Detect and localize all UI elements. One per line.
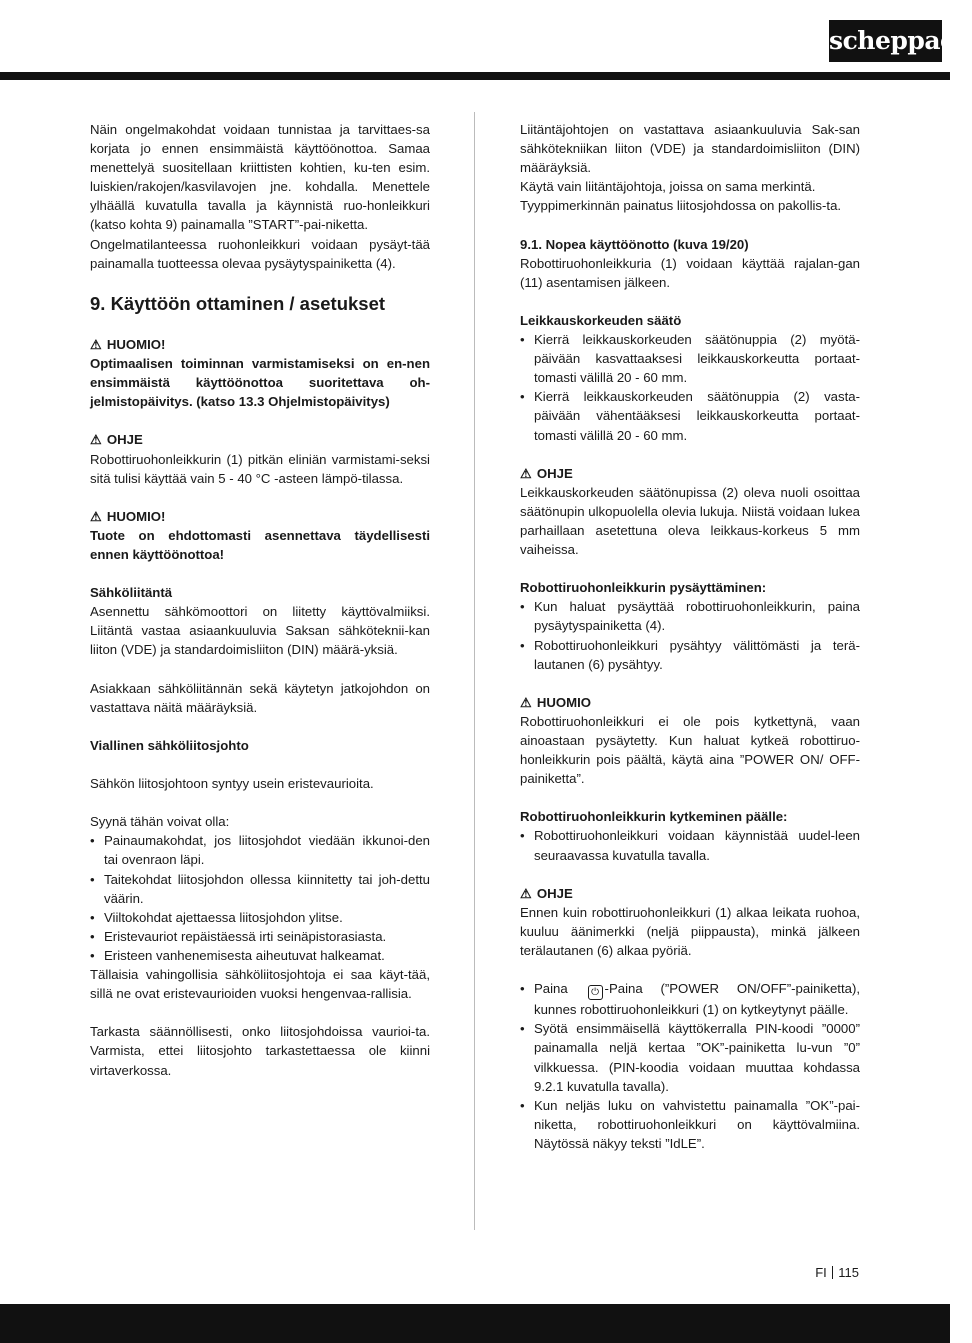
note-text: Leikkauskorkeuden säätönupissa (2) oleva nuoli osoittaa säätönupin ulkopuolella olevia lukuja. Niistä voidaan lukea parhaillaan asetettuna oleva leikkaus-korkeus 5 mm vaiheissa. [520, 484, 860, 558]
bullet-list [90, 831, 430, 965]
list-item: • Paina ⏻ -Paina (”POWER ON/OFF”-painiketta), kunnes robottiruohonleikkuri (1) on kytkeytynyt päälle. [520, 979, 860, 1019]
note-heading: ⚠ OHJE [520, 465, 573, 481]
bullet-list [520, 597, 860, 673]
language-code: FI [815, 1265, 827, 1280]
list-item: • Kun neljäs luku on vahvistettu painamalla ”OK”-pai-niketta, robottiruohonleikkuri on käyttövalmiina. Näytössä näkyy teksti ”IdLE”. [520, 1096, 860, 1153]
subheading: Robottiruohonleikkurin pysäyttäminen: [520, 580, 767, 596]
subheading: Viallinen sähköliitosjohto [90, 737, 249, 753]
note-heading: ⚠ OHJE [90, 432, 143, 448]
subheading: 9.1. Nopea käyttöönotto (kuva 19/20) [520, 236, 749, 252]
note-text: Ennen kuin robottiruohonleikkuri (1) alkaa leikata ruohoa, kuuluu äänimerkki (neljä piippausta), minkä jälkeen terälautanen (6) alkaa pyöriä. [520, 904, 860, 959]
bullet-list [520, 979, 860, 1153]
list-item: • Robottiruohonleikkuri pysähtyy välittömästi ja terä-lautanen (6) pysähtyy. [520, 636, 860, 674]
list-item: • Painaumakohdat, jos liitosjohdot viedään ikkunoi-den tai ovenraon läpi. [90, 831, 430, 869]
list-item: • Kierrä leikkauskorkeuden säätönuppia (2) vasta-päivään vähentääksesi leikkauskorkeutta portaat-tomasti välillä 20 - 60 mm. [520, 387, 860, 444]
list-item: • Viiltokohdat ajettaessa liitosjohdon ylitse. [90, 908, 430, 927]
note-text: Robottiruohonleikkurin (1) pitkän eliniän varmistami-seksi sitä tulisi käyttää vain 5 - 40 °C -asteen lämpö-tilassa. [90, 451, 430, 486]
header-bar [0, 72, 950, 80]
column-divider [474, 112, 475, 1230]
warning-text: Robottiruohonleikkuri ei ole pois kytkettynä, vaan ainoastaan pysäytetty. Kun haluat kytkeä robottiruo-honleikkurin pois päältä, käytä aina ”POWER ON/ OFF-painiketta”. [520, 713, 860, 787]
footer-bar [0, 1304, 950, 1343]
paragraph: Liitäntäjohtojen on vastattava asiaankuuluvia Sak-san sähkötekniikan liiton (VDE) ja standardoimisliiton (DIN) määräyksiä. [520, 122, 860, 176]
list-item: • Robottiruohonleikkuri voidaan käynnistää uudel-leen seuraavassa kuvatulla tavalla. [520, 826, 860, 864]
list-item: • Eristeen vanhenemisesta aiheutuvat halkeamat. [90, 946, 430, 965]
warning-heading: ⚠ HUOMIO! [90, 508, 166, 524]
paragraph: Tyyppimerkinnän painatus liitosjohdossa on pakollis-ta. [520, 198, 842, 214]
warning-text: Optimaalisen toiminnan varmistamiseksi on en-nen ensimmäistä käyttöönottoa suoritettava oh-jelmistopäivitys. (katso 13.3 Ohjelmistopäivitys) [90, 356, 430, 410]
paragraph: Tällaisia vahingollisia sähköliitosjohtoja ei saa käyt-tää, sillä ne ovat eristevaurioiden vuoksi hengenvaa-rallisia. [90, 967, 430, 1002]
list-item: • Kierrä leikkauskorkeuden säätönuppia (2) myötä-päivään kasvattaaksesi leikkauskorkeutta portaat-tomasti välillä 20 - 60 mm. [520, 330, 860, 387]
list-item: • Syötä ensimmäisellä käyttökerralla PIN-koodi ”0000” painamalla neljä kertaa ”OK”-painiketta lu-vun ”0” vilkkuessa. (PIN-koodia voidaan muuttaa kohdassa 9.2.1 kuvatulla tavalla). [520, 1019, 860, 1095]
paragraph: Robottiruohonleikkuria (1) voidaan käyttää rajalan-gan (11) asentamisen jälkeen. [520, 255, 860, 290]
list-item: • Taitekohdat liitosjohdon ollessa kiinnitetty tai joh-dettu väärin. [90, 870, 430, 908]
warning-heading: ⚠ HUOMIO! [90, 336, 166, 352]
page-number-value: 115 [838, 1265, 859, 1280]
right-column [520, 120, 860, 1153]
list-item: • Kun haluat pysäyttää robottiruohonleikkurin, paina pysäytyspainiketta (4). [520, 597, 860, 635]
warning-icon: ⚠ [90, 508, 102, 524]
paragraph: Sähkön liitosjohtoon syntyy usein eristevaurioita. [90, 776, 374, 792]
note-heading: ⚠ OHJE [520, 885, 573, 901]
page-number [815, 1265, 859, 1280]
paragraph: Näin ongelmakohdat voidaan tunnistaa ja tarvittaes-sa korjata jo ennen ensimmäistä käyttöönottoa. Samaa menettelyä suositellaan kriittisten kohtien, ku-ten esim. luiskien/rakojen/kasvilavojen jne. kohdalla. Menettele ylhäällä kuvatulla tavalla ja käynnistä ruo-honleikkuri (katso kohta 9) painamalla ”START”-pai-niketta. [90, 122, 430, 233]
subheading: Sähköliitäntä [90, 585, 173, 601]
subheading: Leikkauskorkeuden säätö [520, 312, 682, 328]
paragraph: Asennettu sähkömoottori on liitetty käyttövalmiiksi. Liitäntä vastaa asiaankuuluvia Saksan sähköteknii-kan liiton (VDE) ja standardoimisliiton (DIN) määrä-yksiä. [90, 604, 430, 658]
warning-heading: ⚠ HUOMIO [520, 694, 592, 710]
warning-icon: ⚠ [520, 885, 532, 901]
bullet-list [520, 330, 860, 445]
warning-icon: ⚠ [90, 336, 102, 352]
warning-icon: ⚠ [90, 432, 102, 448]
power-icon: ⏻ [588, 985, 603, 1000]
separator [832, 1266, 834, 1279]
paragraph: Käytä vain liitäntäjohtoja, joissa on sama merkintä. [520, 179, 816, 195]
brand-logo: scheppach [829, 20, 942, 62]
left-column [90, 120, 430, 1080]
paragraph: Syynä tähän voivat olla: [90, 814, 230, 830]
paragraph: Tarkasta säännöllisesti, onko liitosjohdoissa vaurioi-ta. Varmista, ettei liitosjohto tarkastettaessa ole kiinni virtaverkossa. [90, 1024, 430, 1078]
warning-icon: ⚠ [520, 694, 532, 710]
list-item: • Eristevauriot repäistäessä irti seinäpistorasiasta. [90, 927, 430, 946]
section-heading: 9. Käyttöön ottaminen / asetukset [90, 292, 386, 314]
subheading: Robottiruohonleikkurin kytkeminen päälle: [520, 809, 788, 825]
paragraph: Asiakkaan sähköliitännän sekä käytetyn jatkojohdon on vastattava näitä määräyksiä. [90, 680, 430, 715]
paragraph: Ongelmatilanteessa ruohonleikkuri voidaan pysäyt-tää painamalla tuotteessa olevaa pysäytyspainiketta (4). [90, 236, 430, 271]
warning-icon: ⚠ [520, 465, 532, 481]
bullet-list [520, 826, 860, 864]
warning-text: Tuote on ehdottomasti asennettava täydellisesti ennen käyttöönottoa! [90, 527, 430, 562]
